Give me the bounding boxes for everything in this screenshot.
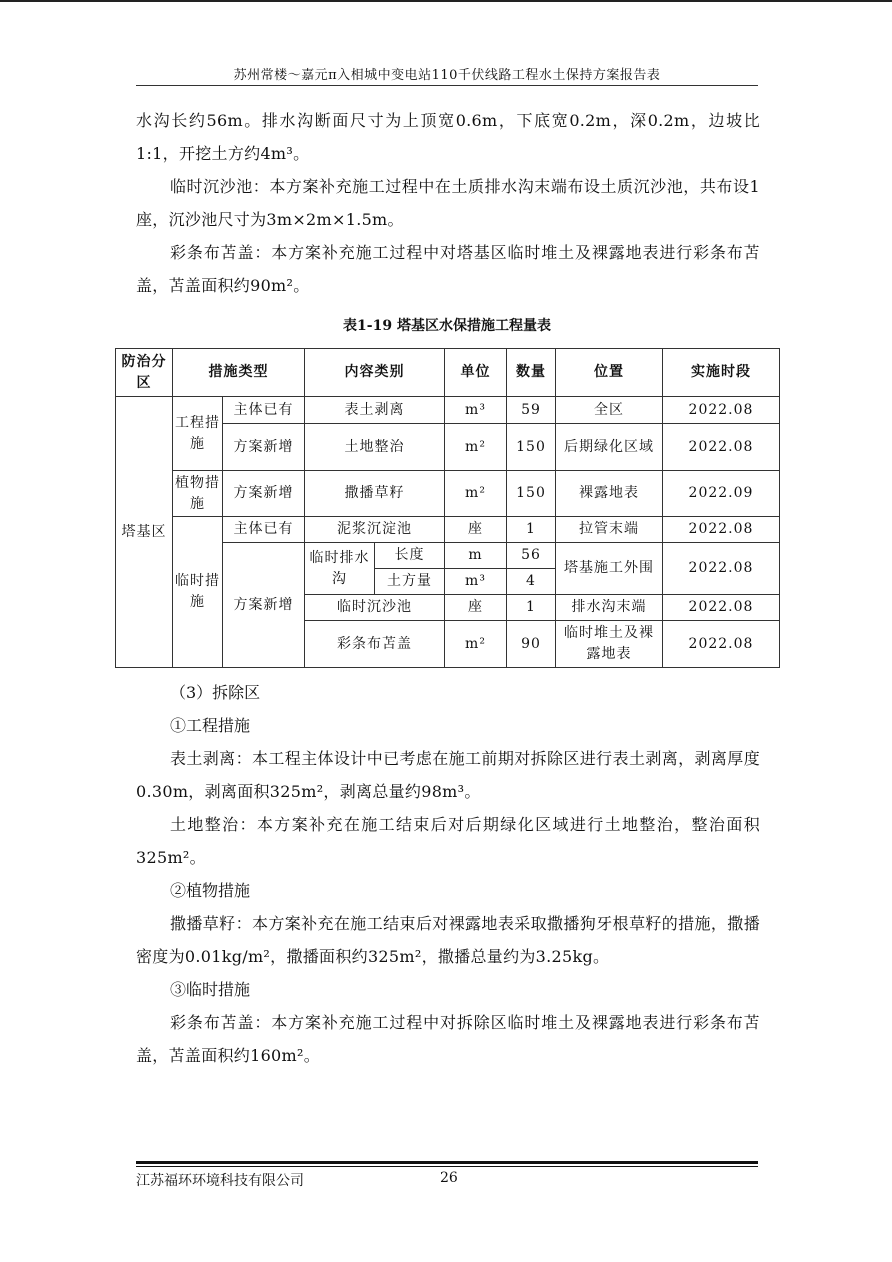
category-engineering: 工程措施 bbox=[173, 397, 223, 471]
header-location: 位置 bbox=[556, 349, 663, 397]
table-caption: 表1-19 塔基区水保措施工程量表 bbox=[343, 318, 551, 334]
unit-cell: m³ bbox=[445, 397, 507, 424]
period-cell: 2022.08 bbox=[663, 517, 780, 543]
paragraph-tarp-cover: 彩条布苫盖：本方案补充施工过程中对塔基区临时堆土及裸露地表进行彩条布苫盖，苫盖面积约90m²。 bbox=[136, 243, 760, 295]
period-cell: 2022.08 bbox=[663, 543, 780, 595]
ditch-length-label: 长度 bbox=[375, 543, 445, 569]
top-border bbox=[0, 0, 892, 2]
measures-table bbox=[115, 348, 780, 668]
paragraph-topsoil-strip: 表土剥离：本工程主体设计中已考虑在施工前期对拆除区进行表土剥离，剥离厚度0.30m，剥离面积325m²，剥离总量约98m³。 bbox=[136, 749, 760, 801]
unit-cell: m² bbox=[445, 424, 507, 471]
ditch-volume-label: 土方量 bbox=[375, 569, 445, 595]
content-cell: 撒播草籽 bbox=[305, 471, 445, 517]
qty-cell: 150 bbox=[507, 471, 556, 517]
unit-cell: 座 bbox=[445, 517, 507, 543]
header-period: 实施时段 bbox=[663, 349, 780, 397]
subtype-cell: 方案新增 bbox=[223, 543, 305, 668]
location-cell: 排水沟末端 bbox=[556, 595, 663, 621]
qty-cell: 1 bbox=[507, 517, 556, 543]
category-temporary: 临时措施 bbox=[173, 517, 223, 668]
subheading-engineering: ①工程措施 bbox=[170, 716, 251, 735]
header-unit: 单位 bbox=[445, 349, 507, 397]
qty-cell: 1 bbox=[507, 595, 556, 621]
qty-cell: 59 bbox=[507, 397, 556, 424]
footer-company: 江苏福环环境科技有限公司 bbox=[136, 1173, 304, 1189]
subtype-cell: 主体已有 bbox=[223, 517, 305, 543]
header-content: 内容类别 bbox=[305, 349, 445, 397]
content-cell: 泥浆沉淀池 bbox=[305, 517, 445, 543]
content-cell: 临时沉沙池 bbox=[305, 595, 445, 621]
unit-cell: m bbox=[445, 543, 507, 569]
table-header-row bbox=[116, 349, 780, 397]
footer-rule-thin bbox=[136, 1166, 758, 1167]
subtype-cell: 主体已有 bbox=[223, 397, 305, 424]
location-cell: 裸露地表 bbox=[556, 471, 663, 517]
period-cell: 2022.08 bbox=[663, 397, 780, 424]
location-cell: 后期绿化区域 bbox=[556, 424, 663, 471]
unit-cell: 座 bbox=[445, 595, 507, 621]
paragraph-grass-seeding: 撒播草籽：本方案补充在施工结束后对裸露地表采取撒播狗牙根草籽的措施，撒播密度为0.01kg/m²，撒播面积约325m²，撒播总量约为3.25kg。 bbox=[136, 914, 760, 966]
paragraph-ditch-continued: 水沟长约56m。排水沟断面尺寸为上顶宽0.6m，下底宽0.2m，深0.2m，边坡比1:1，开挖土方约4m³。 bbox=[136, 111, 760, 163]
intro-section bbox=[136, 104, 760, 302]
qty-cell: 4 bbox=[507, 569, 556, 595]
period-cell: 2022.08 bbox=[663, 621, 780, 668]
footer-rule bbox=[136, 1161, 758, 1164]
period-cell: 2022.09 bbox=[663, 471, 780, 517]
period-cell: 2022.08 bbox=[663, 595, 780, 621]
header-qty: 数量 bbox=[507, 349, 556, 397]
header-rule bbox=[136, 85, 758, 86]
unit-cell: m³ bbox=[445, 569, 507, 595]
category-plant: 植物措施 bbox=[173, 471, 223, 517]
subtype-cell: 方案新增 bbox=[223, 424, 305, 471]
ditch-label: 临时排水沟 bbox=[305, 543, 375, 595]
period-cell: 2022.08 bbox=[663, 424, 780, 471]
qty-cell: 90 bbox=[507, 621, 556, 668]
subheading-plant: ②植物措施 bbox=[170, 881, 251, 900]
content-cell: 表土剥离 bbox=[305, 397, 445, 424]
table-row bbox=[116, 471, 780, 517]
unit-cell: m² bbox=[445, 621, 507, 668]
paragraph-land-rehab: 土地整治：本方案补充在施工结束后对后期绿化区域进行土地整治，整治面积325m²。 bbox=[136, 815, 760, 867]
section-heading-demolition: （3）拆除区 bbox=[170, 683, 261, 702]
location-cell: 塔基施工外围 bbox=[556, 543, 663, 595]
header-type: 措施类型 bbox=[173, 349, 305, 397]
paragraph-tarp-demolition: 彩条布苫盖：本方案补充施工过程中对拆除区临时堆土及裸露地表进行彩条布苫盖，苫盖面积约160m²。 bbox=[136, 1013, 760, 1065]
demolition-section bbox=[136, 676, 760, 1072]
subheading-temporary: ③临时措施 bbox=[170, 980, 251, 999]
location-cell: 拉管末端 bbox=[556, 517, 663, 543]
unit-cell: m² bbox=[445, 471, 507, 517]
location-cell: 临时堆土及裸露地表 bbox=[556, 621, 663, 668]
table-row bbox=[116, 517, 780, 543]
zone-cell: 塔基区 bbox=[116, 397, 173, 668]
content-cell: 土地整治 bbox=[305, 424, 445, 471]
page-number: 26 bbox=[440, 1170, 458, 1186]
header-zone: 防治分区 bbox=[116, 349, 173, 397]
running-header: 苏州常楼～嘉元π入相城中变电站110千伏线路工程水土保持方案报告表 bbox=[233, 68, 661, 83]
subtype-cell: 方案新增 bbox=[223, 471, 305, 517]
table-row bbox=[116, 397, 780, 424]
qty-cell: 150 bbox=[507, 424, 556, 471]
location-cell: 全区 bbox=[556, 397, 663, 424]
qty-cell: 56 bbox=[507, 543, 556, 569]
content-cell: 彩条布苫盖 bbox=[305, 621, 445, 668]
paragraph-sand-basin: 临时沉沙池：本方案补充施工过程中在土质排水沟末端布设土质沉沙池，共布设1座，沉沙池尺寸为3m×2m×1.5m。 bbox=[136, 177, 760, 229]
